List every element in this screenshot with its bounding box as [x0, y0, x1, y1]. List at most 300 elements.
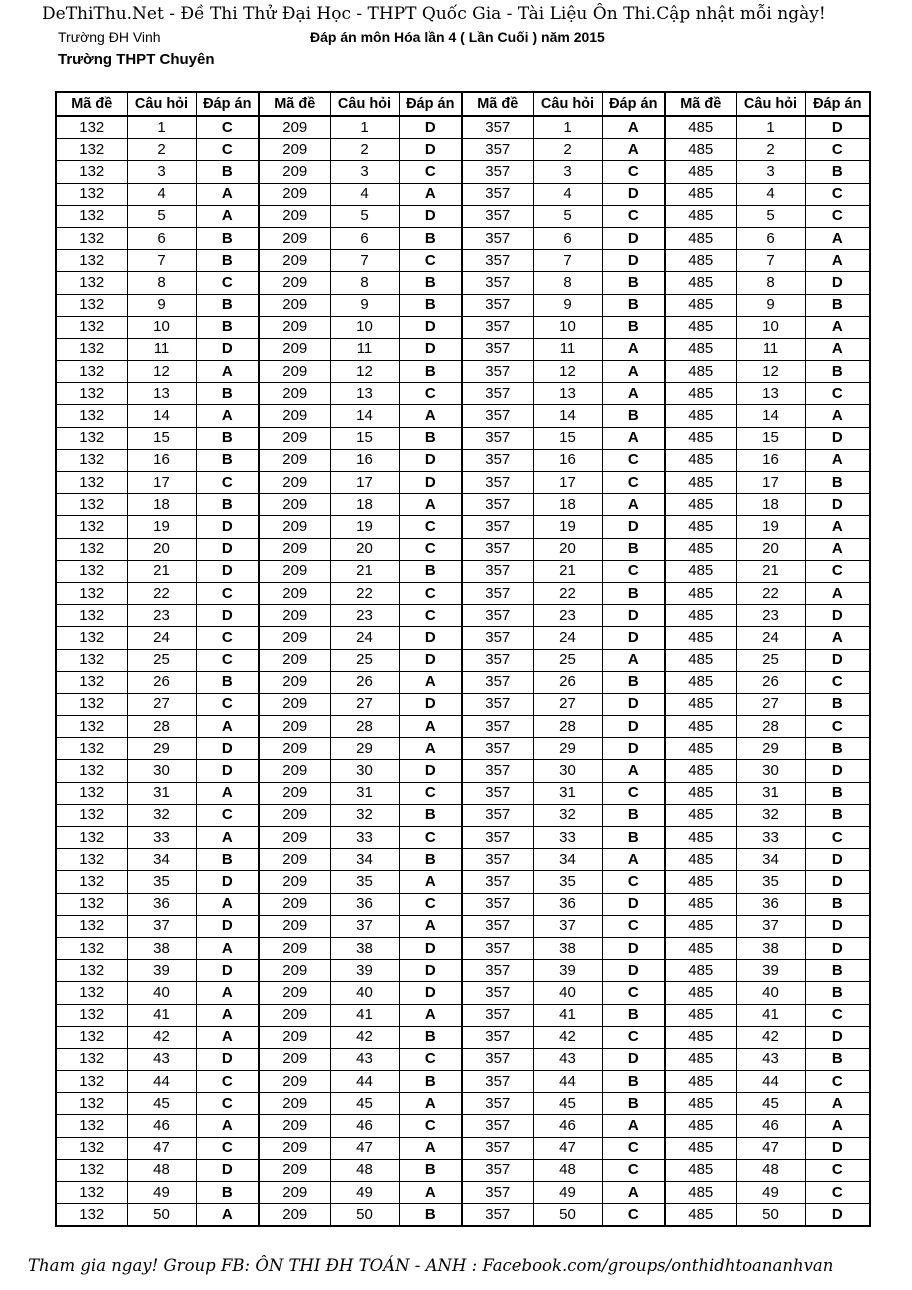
answer-cell: A: [399, 915, 462, 937]
answer-cell: D: [805, 427, 870, 449]
exam-code-cell: 357: [462, 760, 533, 782]
question-number-cell: 1: [736, 116, 805, 139]
exam-code-cell: 485: [665, 1159, 736, 1181]
question-number-cell: 28: [533, 716, 602, 738]
exam-code-cell: 485: [665, 716, 736, 738]
question-number-cell: 30: [736, 760, 805, 782]
question-number-cell: 24: [736, 627, 805, 649]
question-number-cell: 25: [127, 649, 196, 671]
question-number-cell: 41: [330, 1004, 399, 1026]
exam-code-cell: 209: [259, 560, 330, 582]
exam-code-cell: 209: [259, 827, 330, 849]
exam-code-cell: 357: [462, 1093, 533, 1115]
exam-code-cell: 485: [665, 316, 736, 338]
answer-cell: B: [602, 1093, 665, 1115]
exam-code-cell: 357: [462, 1004, 533, 1026]
answer-cell: C: [399, 516, 462, 538]
answer-cell: A: [805, 449, 870, 471]
table-row: [56, 960, 870, 982]
table-row: [56, 205, 870, 227]
exam-code-cell: 132: [56, 139, 127, 161]
exam-code-cell: 485: [665, 516, 736, 538]
answer-cell: C: [805, 827, 870, 849]
school-subtitle: Trường THPT Chuyên: [58, 51, 215, 68]
exam-code-cell: 485: [665, 272, 736, 294]
question-number-cell: 43: [330, 1048, 399, 1070]
exam-code-cell: 485: [665, 1115, 736, 1137]
question-number-cell: 13: [127, 383, 196, 405]
question-number-cell: 7: [330, 250, 399, 272]
question-number-cell: 26: [330, 671, 399, 693]
exam-code-cell: 209: [259, 405, 330, 427]
answer-cell: C: [602, 915, 665, 937]
question-number-cell: 31: [330, 782, 399, 804]
exam-code-cell: 132: [56, 893, 127, 915]
answer-cell: B: [399, 227, 462, 249]
table-row: [56, 272, 870, 294]
question-number-cell: 22: [127, 582, 196, 604]
answer-cell: D: [602, 605, 665, 627]
exam-code-cell: 357: [462, 649, 533, 671]
exam-code-cell: 485: [665, 982, 736, 1004]
question-number-cell: 2: [736, 139, 805, 161]
exam-code-cell: 209: [259, 1182, 330, 1204]
answer-cell: B: [805, 960, 870, 982]
answer-cell: A: [805, 250, 870, 272]
answer-cell: A: [196, 937, 259, 959]
question-number-cell: 23: [330, 605, 399, 627]
exam-code-cell: 357: [462, 693, 533, 715]
answer-cell: C: [805, 671, 870, 693]
exam-code-cell: 132: [56, 671, 127, 693]
answer-cell: C: [196, 116, 259, 139]
answer-cell: A: [805, 316, 870, 338]
table-row: [56, 494, 870, 516]
answer-cell: A: [805, 1093, 870, 1115]
answer-cell: A: [602, 760, 665, 782]
answer-cell: D: [399, 693, 462, 715]
answer-cell: C: [196, 693, 259, 715]
exam-code-cell: 132: [56, 361, 127, 383]
answer-cell: A: [196, 1204, 259, 1227]
exam-code-cell: 485: [665, 1093, 736, 1115]
question-number-cell: 22: [736, 582, 805, 604]
answer-cell: D: [805, 760, 870, 782]
exam-code-cell: 209: [259, 1026, 330, 1048]
question-number-cell: 17: [127, 472, 196, 494]
answer-cell: D: [196, 760, 259, 782]
question-number-cell: 10: [127, 316, 196, 338]
exam-code-cell: 209: [259, 693, 330, 715]
exam-code-cell: 485: [665, 472, 736, 494]
table-row: [56, 1137, 870, 1159]
exam-code-cell: 357: [462, 605, 533, 627]
exam-code-cell: 485: [665, 161, 736, 183]
question-number-cell: 24: [330, 627, 399, 649]
answer-cell: D: [399, 316, 462, 338]
exam-code-cell: 209: [259, 538, 330, 560]
question-number-cell: 31: [736, 782, 805, 804]
exam-code-cell: 132: [56, 782, 127, 804]
question-number-cell: 41: [736, 1004, 805, 1026]
table-row: [56, 227, 870, 249]
question-number-cell: 27: [330, 693, 399, 715]
exam-code-cell: 357: [462, 316, 533, 338]
answer-cell: D: [399, 472, 462, 494]
answer-cell: D: [399, 205, 462, 227]
question-number-cell: 8: [533, 272, 602, 294]
exam-code-cell: 209: [259, 716, 330, 738]
exam-code-cell: 132: [56, 804, 127, 826]
answer-cell: B: [196, 316, 259, 338]
question-number-cell: 15: [127, 427, 196, 449]
answer-cell: B: [196, 383, 259, 405]
question-number-cell: 28: [127, 716, 196, 738]
exam-code-cell: 209: [259, 760, 330, 782]
answer-cell: A: [602, 494, 665, 516]
answer-cell: B: [805, 804, 870, 826]
exam-code-cell: 209: [259, 1093, 330, 1115]
exam-code-cell: 485: [665, 582, 736, 604]
exam-code-cell: 132: [56, 849, 127, 871]
question-number-cell: 41: [533, 1004, 602, 1026]
answer-cell: D: [399, 116, 462, 139]
exam-code-cell: 209: [259, 1137, 330, 1159]
exam-code-cell: 357: [462, 671, 533, 693]
question-number-cell: 22: [330, 582, 399, 604]
exam-code-cell: 132: [56, 915, 127, 937]
exam-code-cell: 485: [665, 827, 736, 849]
exam-code-cell: 132: [56, 227, 127, 249]
question-number-cell: 2: [127, 139, 196, 161]
answer-cell: A: [399, 1182, 462, 1204]
table-row: [56, 1159, 870, 1181]
table-row: [56, 893, 870, 915]
answer-cell: B: [805, 982, 870, 1004]
answer-cell: C: [196, 627, 259, 649]
exam-code-cell: 132: [56, 205, 127, 227]
exam-code-cell: 132: [56, 1071, 127, 1093]
site-header: DeThiThu.Net - Đề Thi Thử Đại Học - THPT Quốc Gia - Tài Liệu Ôn Thi.Cập nhật mỗi ngày!: [42, 4, 826, 24]
table-row: [56, 405, 870, 427]
answer-cell: A: [805, 338, 870, 360]
answer-cell: D: [196, 560, 259, 582]
question-number-cell: 19: [127, 516, 196, 538]
exam-code-cell: 209: [259, 294, 330, 316]
exam-code-cell: 357: [462, 560, 533, 582]
table-header-row: [56, 92, 870, 116]
answer-cell: D: [805, 649, 870, 671]
question-number-cell: 45: [736, 1093, 805, 1115]
exam-code-cell: 209: [259, 960, 330, 982]
answer-cell: D: [399, 960, 462, 982]
question-number-cell: 31: [127, 782, 196, 804]
question-number-cell: 49: [736, 1182, 805, 1204]
answer-cell: D: [602, 227, 665, 249]
column-header: Câu hỏi: [330, 92, 399, 116]
question-number-cell: 18: [330, 494, 399, 516]
question-number-cell: 20: [736, 538, 805, 560]
exam-code-cell: 132: [56, 538, 127, 560]
answer-cell: C: [196, 582, 259, 604]
answer-cell: C: [399, 893, 462, 915]
exam-code-cell: 132: [56, 1115, 127, 1137]
exam-code-cell: 357: [462, 1048, 533, 1070]
answer-cell: C: [602, 1026, 665, 1048]
answer-cell: C: [805, 139, 870, 161]
exam-code-cell: 485: [665, 250, 736, 272]
exam-code-cell: 485: [665, 671, 736, 693]
exam-code-cell: 485: [665, 560, 736, 582]
answer-cell: A: [805, 1115, 870, 1137]
question-number-cell: 12: [736, 361, 805, 383]
exam-code-cell: 209: [259, 1071, 330, 1093]
question-number-cell: 37: [533, 915, 602, 937]
exam-code-cell: 132: [56, 405, 127, 427]
question-number-cell: 46: [127, 1115, 196, 1137]
question-number-cell: 1: [330, 116, 399, 139]
table-row: [56, 849, 870, 871]
exam-code-cell: 132: [56, 827, 127, 849]
answer-cell: C: [399, 538, 462, 560]
exam-code-cell: 132: [56, 605, 127, 627]
answer-cell: D: [602, 1048, 665, 1070]
question-number-cell: 10: [736, 316, 805, 338]
footer-note: Tham gia ngay! Group FB: ÔN THI ĐH TOÁN - ANH : Facebook.com/groups/onthidhtoananhvan: [28, 1256, 834, 1275]
exam-code-cell: 485: [665, 893, 736, 915]
answer-cell: B: [196, 161, 259, 183]
question-number-cell: 41: [127, 1004, 196, 1026]
question-number-cell: 39: [736, 960, 805, 982]
answer-cell: A: [196, 1026, 259, 1048]
answer-cell: D: [602, 516, 665, 538]
question-number-cell: 40: [330, 982, 399, 1004]
question-number-cell: 38: [533, 937, 602, 959]
answer-cell: B: [399, 804, 462, 826]
question-number-cell: 32: [736, 804, 805, 826]
answer-cell: D: [602, 693, 665, 715]
question-number-cell: 22: [533, 582, 602, 604]
table-row: [56, 316, 870, 338]
answer-cell: D: [399, 627, 462, 649]
answer-cell: C: [196, 1093, 259, 1115]
question-number-cell: 13: [736, 383, 805, 405]
table-row: [56, 671, 870, 693]
exam-code-cell: 357: [462, 427, 533, 449]
exam-code-cell: 485: [665, 538, 736, 560]
table-row: [56, 1048, 870, 1070]
question-number-cell: 30: [533, 760, 602, 782]
question-number-cell: 11: [533, 338, 602, 360]
question-number-cell: 35: [127, 871, 196, 893]
exam-code-cell: 357: [462, 205, 533, 227]
answer-cell: A: [602, 1182, 665, 1204]
question-number-cell: 26: [127, 671, 196, 693]
answer-cell: B: [399, 361, 462, 383]
question-number-cell: 9: [736, 294, 805, 316]
exam-code-cell: 209: [259, 161, 330, 183]
answer-cell: D: [805, 1137, 870, 1159]
table-row: [56, 472, 870, 494]
question-number-cell: 20: [533, 538, 602, 560]
answer-cell: C: [805, 1182, 870, 1204]
exam-code-cell: 357: [462, 227, 533, 249]
answer-cell: A: [805, 516, 870, 538]
answer-cell: D: [196, 960, 259, 982]
answer-cell: C: [602, 1204, 665, 1227]
column-header: Mã đề: [665, 92, 736, 116]
question-number-cell: 34: [330, 849, 399, 871]
exam-code-cell: 357: [462, 116, 533, 139]
answer-cell: C: [805, 716, 870, 738]
exam-code-cell: 132: [56, 560, 127, 582]
exam-code-cell: 132: [56, 1204, 127, 1227]
exam-code-cell: 485: [665, 405, 736, 427]
exam-code-cell: 485: [665, 427, 736, 449]
question-number-cell: 1: [533, 116, 602, 139]
answer-cell: C: [399, 250, 462, 272]
exam-code-cell: 357: [462, 1204, 533, 1227]
exam-code-cell: 209: [259, 227, 330, 249]
exam-code-cell: 132: [56, 693, 127, 715]
answer-cell: C: [805, 1159, 870, 1181]
table-row: [56, 760, 870, 782]
question-number-cell: 37: [736, 915, 805, 937]
exam-code-cell: 132: [56, 871, 127, 893]
exam-code-cell: 209: [259, 1204, 330, 1227]
answer-cell: B: [196, 227, 259, 249]
question-number-cell: 32: [127, 804, 196, 826]
question-number-cell: 38: [330, 937, 399, 959]
exam-code-cell: 357: [462, 139, 533, 161]
question-number-cell: 34: [533, 849, 602, 871]
exam-code-cell: 209: [259, 1048, 330, 1070]
question-number-cell: 15: [533, 427, 602, 449]
column-header: Câu hỏi: [736, 92, 805, 116]
answer-cell: D: [196, 871, 259, 893]
answer-cell: B: [602, 272, 665, 294]
question-number-cell: 16: [330, 449, 399, 471]
question-number-cell: 11: [736, 338, 805, 360]
question-number-cell: 3: [533, 161, 602, 183]
answer-cell: D: [399, 937, 462, 959]
exam-code-cell: 209: [259, 272, 330, 294]
column-header: Mã đề: [259, 92, 330, 116]
exam-code-cell: 357: [462, 827, 533, 849]
question-number-cell: 43: [533, 1048, 602, 1070]
question-number-cell: 42: [533, 1026, 602, 1048]
answer-cell: B: [805, 782, 870, 804]
answer-cell: C: [602, 449, 665, 471]
answer-cell: C: [602, 1159, 665, 1181]
answer-cell: D: [196, 516, 259, 538]
exam-code-cell: 132: [56, 294, 127, 316]
exam-code-cell: 357: [462, 516, 533, 538]
answer-cell: C: [399, 1115, 462, 1137]
question-number-cell: 40: [533, 982, 602, 1004]
exam-code-cell: 132: [56, 937, 127, 959]
exam-code-cell: 485: [665, 1182, 736, 1204]
answer-cell: C: [399, 383, 462, 405]
answer-cell: B: [805, 738, 870, 760]
question-number-cell: 18: [127, 494, 196, 516]
exam-code-cell: 357: [462, 338, 533, 360]
answer-cell: B: [399, 427, 462, 449]
exam-code-cell: 132: [56, 982, 127, 1004]
question-number-cell: 47: [127, 1137, 196, 1159]
exam-code-cell: 485: [665, 960, 736, 982]
question-number-cell: 15: [330, 427, 399, 449]
exam-code-cell: 209: [259, 383, 330, 405]
exam-code-cell: 357: [462, 804, 533, 826]
question-number-cell: 45: [127, 1093, 196, 1115]
question-number-cell: 16: [736, 449, 805, 471]
exam-code-cell: 485: [665, 937, 736, 959]
exam-code-cell: 485: [665, 915, 736, 937]
exam-code-cell: 357: [462, 982, 533, 1004]
question-number-cell: 35: [736, 871, 805, 893]
table-row: [56, 116, 870, 139]
question-number-cell: 7: [736, 250, 805, 272]
question-number-cell: 9: [330, 294, 399, 316]
answer-cell: D: [602, 738, 665, 760]
exam-code-cell: 209: [259, 582, 330, 604]
answer-cell: C: [196, 1137, 259, 1159]
exam-code-cell: 485: [665, 1071, 736, 1093]
question-number-cell: 36: [736, 893, 805, 915]
answer-cell: A: [196, 782, 259, 804]
exam-code-cell: 209: [259, 139, 330, 161]
exam-code-cell: 209: [259, 449, 330, 471]
answer-cell: C: [602, 161, 665, 183]
exam-code-cell: 485: [665, 494, 736, 516]
question-number-cell: 7: [533, 250, 602, 272]
question-number-cell: 29: [736, 738, 805, 760]
table-row: [56, 1026, 870, 1048]
question-number-cell: 23: [533, 605, 602, 627]
exam-code-cell: 132: [56, 1182, 127, 1204]
exam-code-cell: 357: [462, 960, 533, 982]
question-number-cell: 27: [736, 693, 805, 715]
answer-cell: D: [196, 338, 259, 360]
exam-code-cell: 485: [665, 361, 736, 383]
question-number-cell: 49: [330, 1182, 399, 1204]
question-number-cell: 7: [127, 250, 196, 272]
exam-code-cell: 132: [56, 494, 127, 516]
question-number-cell: 50: [736, 1204, 805, 1227]
exam-code-cell: 209: [259, 627, 330, 649]
question-number-cell: 25: [736, 649, 805, 671]
answer-cell: D: [805, 871, 870, 893]
table-row: [56, 1115, 870, 1137]
exam-code-cell: 132: [56, 161, 127, 183]
answer-cell: B: [602, 1004, 665, 1026]
question-number-cell: 21: [330, 560, 399, 582]
question-number-cell: 42: [127, 1026, 196, 1048]
question-number-cell: 46: [330, 1115, 399, 1137]
answer-cell: A: [602, 1115, 665, 1137]
answer-cell: D: [602, 960, 665, 982]
question-number-cell: 17: [736, 472, 805, 494]
table-row: [56, 538, 870, 560]
exam-code-cell: 357: [462, 405, 533, 427]
answer-cell: A: [805, 538, 870, 560]
answer-cell: A: [399, 1093, 462, 1115]
question-number-cell: 32: [533, 804, 602, 826]
question-number-cell: 26: [736, 671, 805, 693]
table-row: [56, 649, 870, 671]
answer-cell: B: [805, 472, 870, 494]
